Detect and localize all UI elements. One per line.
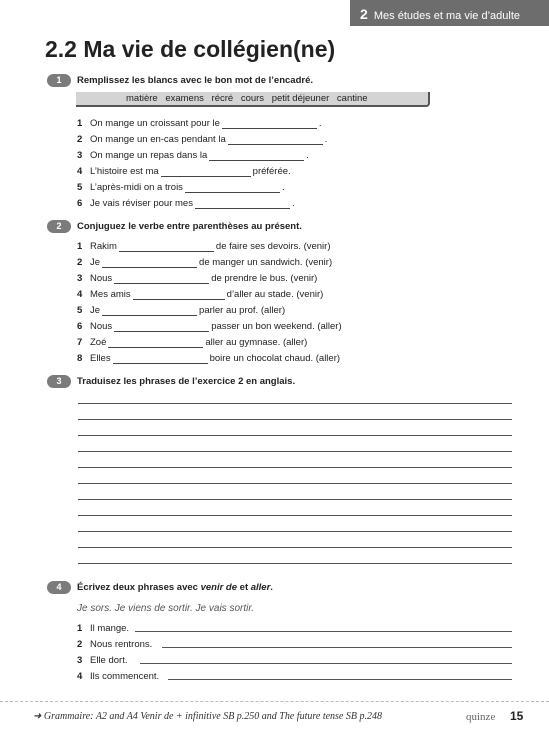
- writing-line[interactable]: [78, 515, 512, 516]
- writing-line[interactable]: [78, 499, 512, 500]
- exercise-2-item: 7 Zoé aller au gymnase. (aller): [77, 337, 308, 348]
- answer-blank[interactable]: [185, 183, 280, 193]
- exercise-1-instruction: Remplissez les blancs avec le bon mot de l’encadré.: [77, 75, 314, 86]
- word-box: [76, 92, 430, 107]
- writing-line[interactable]: [78, 451, 512, 452]
- answer-blank[interactable]: [228, 135, 323, 145]
- exercise-4-item: 4 Ils commencent.: [77, 671, 160, 682]
- word-box-item: matière: [126, 93, 158, 104]
- word-box-item: examens: [165, 93, 204, 104]
- answer-blank[interactable]: [114, 322, 209, 332]
- answer-blank[interactable]: [102, 306, 197, 316]
- exercise-2-badge: 2: [47, 220, 71, 233]
- exercise-2-item: 4 Mes amis d’aller au stade. (venir): [77, 289, 324, 300]
- answer-blank[interactable]: [133, 290, 225, 300]
- answer-line[interactable]: [140, 663, 512, 664]
- word-box-item: cours: [240, 93, 265, 104]
- exercise-1-badge: 1: [47, 74, 71, 87]
- answer-line[interactable]: [135, 631, 512, 632]
- exercise-2-item: 5 Je parler au prof. (aller): [77, 305, 286, 316]
- word-box-item: récré: [211, 93, 234, 104]
- grammar-reference: ➜ Grammaire: A2 and A4 Venir de + infinitive SB p.250 and The future tense SB p.248: [33, 711, 382, 722]
- answer-blank[interactable]: [222, 119, 317, 129]
- exercise-1-item: 3 On mange un repas dans la .: [77, 150, 309, 161]
- exercise-2-instruction: Conjuguez le verbe entre parenthèses au présent.: [77, 221, 302, 232]
- exercise-4-badge: 4: [47, 581, 71, 594]
- page-number: 15: [510, 709, 524, 723]
- writing-line[interactable]: [78, 419, 512, 420]
- exercise-1-item: 6 Je vais réviser pour mes .: [77, 198, 295, 209]
- exercise-1-item: 1 On mange un croissant pour le .: [77, 118, 322, 129]
- exercise-2-item: 1 Rakim de faire ses devoirs. (venir): [77, 241, 331, 252]
- exercise-4-instruction: Écrivez deux phrases avec venir de et aller.: [77, 582, 273, 593]
- writing-line[interactable]: [78, 435, 512, 436]
- exercise-2-item: 2 Je de manger un sandwich. (venir): [77, 257, 333, 268]
- exercise-3-instruction: Traduisez les phrases de l’exercice 2 en anglais.: [77, 376, 296, 387]
- writing-line[interactable]: [78, 467, 512, 468]
- writing-line[interactable]: [78, 403, 512, 404]
- exercise-3-badge: 3: [47, 375, 71, 388]
- writing-line[interactable]: [78, 547, 512, 548]
- answer-blank[interactable]: [113, 354, 208, 364]
- answer-blank[interactable]: [161, 167, 251, 177]
- page-title: 2.2 Ma vie de collégien(ne): [45, 36, 336, 62]
- answer-line[interactable]: [162, 647, 512, 648]
- exercise-1-item: 4 L’histoire est ma préférée.: [77, 166, 291, 177]
- answer-blank[interactable]: [119, 242, 214, 252]
- word-box-item: petit déjeuner: [271, 93, 330, 104]
- chapter-tab: [350, 0, 549, 26]
- exercise-2-item: 3 Nous de prendre le bus. (venir): [77, 273, 318, 284]
- exercise-4-item: 2 Nous rentrons.: [77, 639, 153, 650]
- answer-line[interactable]: [168, 679, 512, 680]
- exercise-1-item: 5 L’après-midi on a trois .: [77, 182, 285, 193]
- page-word: quinze: [466, 711, 496, 723]
- chapter-number: 2: [360, 6, 368, 22]
- exercise-1-item: 2 On mange un en-cas pendant la .: [77, 134, 328, 145]
- answer-blank[interactable]: [209, 151, 304, 161]
- example-sentence: Je sors. Je viens de sortir. Je vais sortir.: [77, 603, 255, 614]
- answer-blank[interactable]: [114, 274, 209, 284]
- word-box-item: cantine: [336, 93, 368, 104]
- writing-line[interactable]: [78, 563, 512, 564]
- exercise-2-item: 8 Elles boire un chocolat chaud. (aller): [77, 353, 341, 364]
- exercise-4-item: 1 Il mange.: [77, 623, 130, 634]
- writing-line[interactable]: [78, 483, 512, 484]
- answer-blank[interactable]: [102, 258, 197, 268]
- chapter-title: Mes études et ma vie d’adulte: [373, 10, 520, 22]
- exercise-2-item: 6 Nous passer un bon weekend. (aller): [77, 321, 342, 332]
- writing-line[interactable]: [78, 531, 512, 532]
- answer-blank[interactable]: [108, 338, 203, 348]
- exercise-4-item: 3 Elle dort.: [77, 655, 128, 666]
- footer-divider: [0, 701, 549, 702]
- answer-blank[interactable]: [195, 199, 290, 209]
